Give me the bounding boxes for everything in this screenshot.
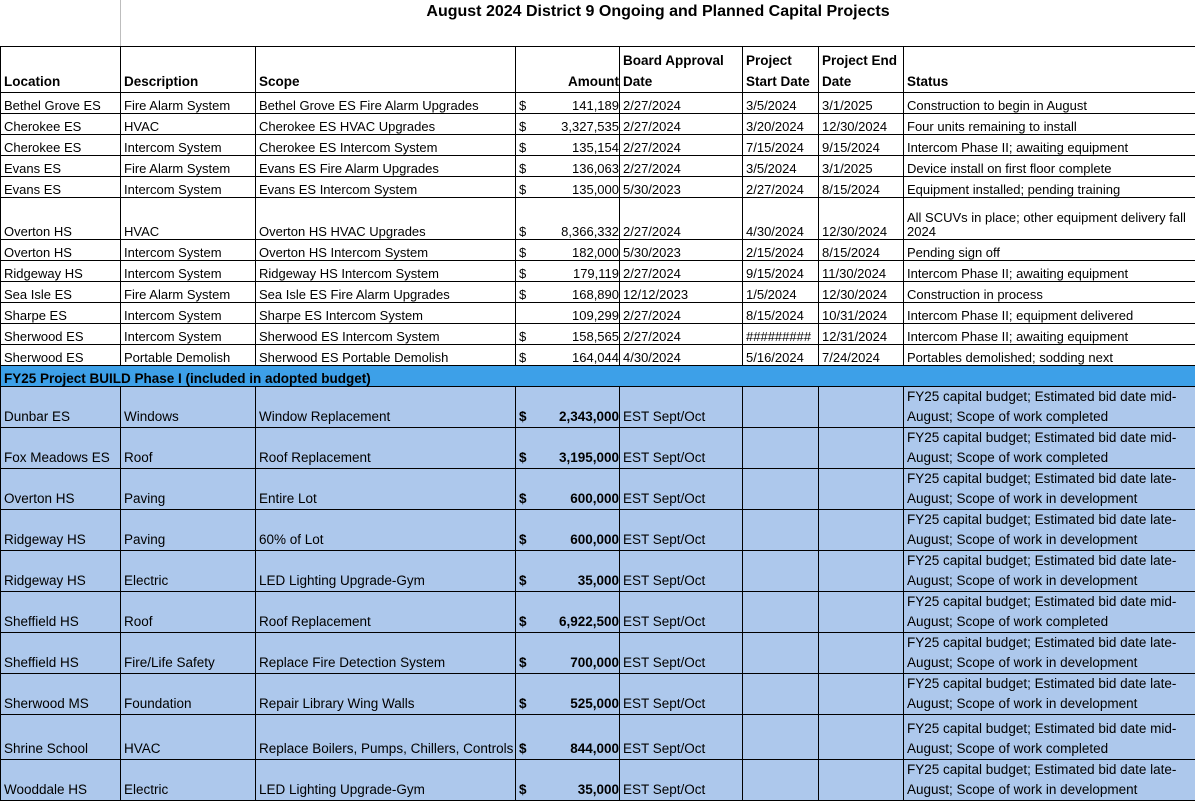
approval-date-cell: 2/27/2024 xyxy=(620,324,743,345)
header-end-date: Project End Date xyxy=(819,47,904,93)
approval-date-cell: EST Sept/Oct xyxy=(620,760,743,801)
start-date-cell xyxy=(743,551,819,592)
description-cell: Paving xyxy=(121,510,256,551)
dollar-cell: $ xyxy=(516,198,534,240)
approval-date-cell: 2/27/2024 xyxy=(620,114,743,135)
table-row xyxy=(1,428,1195,469)
dollar-cell: $ xyxy=(516,760,534,801)
table-row xyxy=(1,177,1195,198)
start-date-cell xyxy=(743,387,819,428)
start-date-cell: 5/16/2024 xyxy=(743,345,819,366)
dollar-cell: $ xyxy=(516,135,534,156)
description-cell: Electric xyxy=(121,760,256,801)
dollar-cell: $ xyxy=(516,261,534,282)
section-label: FY25 Project BUILD Phase I (included in adopted budget) xyxy=(1,366,1195,387)
description-cell: HVAC xyxy=(121,114,256,135)
table-row xyxy=(1,345,1195,366)
location-cell: Overton HS xyxy=(1,198,121,240)
status-cell: FY25 capital budget; Estimated bid date mid-August; Scope of work completed xyxy=(904,715,1195,760)
amount-cell: 179,119 xyxy=(534,261,620,282)
end-date-cell: 3/1/2025 xyxy=(819,93,904,114)
dollar-cell: $ xyxy=(516,93,534,114)
end-date-cell xyxy=(819,715,904,760)
dollar-cell: $ xyxy=(516,177,534,198)
description-cell: Intercom System xyxy=(121,303,256,324)
end-date-cell xyxy=(819,469,904,510)
start-date-cell: 3/20/2024 xyxy=(743,114,819,135)
amount-cell: 600,000 xyxy=(534,510,620,551)
location-cell: Sherwood ES xyxy=(1,345,121,366)
scope-cell: Bethel Grove ES Fire Alarm Upgrades xyxy=(256,93,516,114)
header-amount: Amount xyxy=(516,47,620,93)
scope-cell: Replace Boilers, Pumps, Chillers, Controls xyxy=(256,715,516,760)
approval-date-cell: 4/30/2024 xyxy=(620,345,743,366)
table-row xyxy=(1,198,1195,240)
end-date-cell xyxy=(819,592,904,633)
amount-cell: 136,063 xyxy=(534,156,620,177)
scope-cell: Cherokee ES HVAC Upgrades xyxy=(256,114,516,135)
description-cell: Intercom System xyxy=(121,240,256,261)
start-date-cell: 4/30/2024 xyxy=(743,198,819,240)
scope-cell: Sea Isle ES Fire Alarm Upgrades xyxy=(256,282,516,303)
start-date-cell xyxy=(743,428,819,469)
dollar-cell: $ xyxy=(516,469,534,510)
start-date-cell: 2/27/2024 xyxy=(743,177,819,198)
approval-date-cell: 5/30/2023 xyxy=(620,240,743,261)
dollar-cell: $ xyxy=(516,510,534,551)
approval-date-cell: 2/27/2024 xyxy=(620,156,743,177)
dollar-cell: $ xyxy=(516,674,534,715)
projects-table xyxy=(0,46,1195,801)
location-cell: Cherokee ES xyxy=(1,114,121,135)
scope-cell: Window Replacement xyxy=(256,387,516,428)
status-cell: Four units remaining to install xyxy=(904,114,1195,135)
location-cell: Ridgeway HS xyxy=(1,510,121,551)
status-cell: Intercom Phase II; awaiting equipment xyxy=(904,324,1195,345)
dollar-cell: $ xyxy=(516,114,534,135)
description-cell: Roof xyxy=(121,428,256,469)
description-cell: Fire Alarm System xyxy=(121,93,256,114)
table-row xyxy=(1,324,1195,345)
dollar-cell: $ xyxy=(516,324,534,345)
end-date-cell: 10/31/2024 xyxy=(819,303,904,324)
approval-date-cell: EST Sept/Oct xyxy=(620,428,743,469)
end-date-cell: 11/30/2024 xyxy=(819,261,904,282)
table-row xyxy=(1,93,1195,114)
start-date-cell: 3/5/2024 xyxy=(743,93,819,114)
scope-cell: Sherwood ES Portable Demolish xyxy=(256,345,516,366)
status-cell: FY25 capital budget; Estimated bid date late-August; Scope of work in development xyxy=(904,551,1195,592)
approval-date-cell: 2/27/2024 xyxy=(620,303,743,324)
end-date-cell: 12/30/2024 xyxy=(819,198,904,240)
status-cell: Construction in process xyxy=(904,282,1195,303)
start-date-cell: 7/15/2024 xyxy=(743,135,819,156)
description-cell: Portable Demolish xyxy=(121,345,256,366)
scope-cell: Overton HS Intercom System xyxy=(256,240,516,261)
table-row xyxy=(1,633,1195,674)
dollar-cell: $ xyxy=(516,428,534,469)
description-cell: Intercom System xyxy=(121,324,256,345)
table-row xyxy=(1,282,1195,303)
amount-cell: 8,366,332 xyxy=(534,198,620,240)
table-row xyxy=(1,156,1195,177)
scope-cell: LED Lighting Upgrade-Gym xyxy=(256,551,516,592)
description-cell: Paving xyxy=(121,469,256,510)
end-date-cell: 12/31/2024 xyxy=(819,324,904,345)
dollar-cell: $ xyxy=(516,633,534,674)
status-cell: FY25 capital budget; Estimated bid date mid-August; Scope of work completed xyxy=(904,428,1195,469)
start-date-cell xyxy=(743,592,819,633)
dollar-cell: $ xyxy=(516,551,534,592)
dollar-cell: $ xyxy=(516,592,534,633)
amount-cell: 525,000 xyxy=(534,674,620,715)
header-scope: Scope xyxy=(256,47,516,93)
scope-cell: 60% of Lot xyxy=(256,510,516,551)
dollar-cell: $ xyxy=(516,715,534,760)
location-cell: Ridgeway HS xyxy=(1,551,121,592)
scope-cell: Cherokee ES Intercom System xyxy=(256,135,516,156)
amount-cell: 168,890 xyxy=(534,282,620,303)
table-row xyxy=(1,387,1195,428)
scope-cell: Sharpe ES Intercom System xyxy=(256,303,516,324)
dollar-cell: $ xyxy=(516,156,534,177)
description-cell: Fire Alarm System xyxy=(121,282,256,303)
description-cell: Intercom System xyxy=(121,135,256,156)
location-cell: Sea Isle ES xyxy=(1,282,121,303)
amount-cell: 700,000 xyxy=(534,633,620,674)
header-board-approval: Board Approval Date xyxy=(620,47,743,93)
end-date-cell: 8/15/2024 xyxy=(819,240,904,261)
location-cell: Sharpe ES xyxy=(1,303,121,324)
start-date-cell xyxy=(743,715,819,760)
table-row xyxy=(1,674,1195,715)
end-date-cell: 8/15/2024 xyxy=(819,177,904,198)
approval-date-cell: EST Sept/Oct xyxy=(620,633,743,674)
status-cell: Intercom Phase II; awaiting equipment xyxy=(904,261,1195,282)
amount-cell: 600,000 xyxy=(534,469,620,510)
end-date-cell xyxy=(819,674,904,715)
status-cell: Construction to begin in August xyxy=(904,93,1195,114)
amount-cell: 844,000 xyxy=(534,715,620,760)
description-cell: Windows xyxy=(121,387,256,428)
end-date-cell: 3/1/2025 xyxy=(819,156,904,177)
end-date-cell xyxy=(819,510,904,551)
start-date-cell xyxy=(743,469,819,510)
status-cell: Equipment installed; pending training xyxy=(904,177,1195,198)
amount-cell: 164,044 xyxy=(534,345,620,366)
location-cell: Sheffield HS xyxy=(1,592,121,633)
start-date-cell: 3/5/2024 xyxy=(743,156,819,177)
header-location: Location xyxy=(1,47,121,93)
scope-cell: Ridgeway HS Intercom System xyxy=(256,261,516,282)
table-row xyxy=(1,551,1195,592)
status-cell: All SCUVs in place; other equipment delivery fall 2024 xyxy=(904,198,1195,240)
location-cell: Overton HS xyxy=(1,469,121,510)
description-cell: Fire/Life Safety xyxy=(121,633,256,674)
location-cell: Evans ES xyxy=(1,156,121,177)
table-row xyxy=(1,303,1195,324)
status-cell: FY25 capital budget; Estimated bid date late-August; Scope of work in development xyxy=(904,674,1195,715)
sheet-title: August 2024 District 9 Ongoing and Planned Capital Projects xyxy=(121,0,1195,46)
approval-date-cell: 2/27/2024 xyxy=(620,93,743,114)
description-cell: Foundation xyxy=(121,674,256,715)
end-date-cell: 12/30/2024 xyxy=(819,114,904,135)
amount-cell: 135,000 xyxy=(534,177,620,198)
amount-cell: 158,565 xyxy=(534,324,620,345)
table-row xyxy=(1,510,1195,551)
start-date-cell: 8/15/2024 xyxy=(743,303,819,324)
amount-cell: 135,154 xyxy=(534,135,620,156)
header-status: Status xyxy=(904,47,1195,93)
amount-cell: 6,922,500 xyxy=(534,592,620,633)
start-date-cell: 1/5/2024 xyxy=(743,282,819,303)
end-date-cell: 9/15/2024 xyxy=(819,135,904,156)
approval-date-cell: 12/12/2023 xyxy=(620,282,743,303)
end-date-cell: 12/30/2024 xyxy=(819,282,904,303)
amount-cell: 2,343,000 xyxy=(534,387,620,428)
amount-cell: 35,000 xyxy=(534,551,620,592)
description-cell: Electric xyxy=(121,551,256,592)
scope-cell: Replace Fire Detection System xyxy=(256,633,516,674)
header-row xyxy=(1,47,1195,93)
scope-cell: Roof Replacement xyxy=(256,428,516,469)
start-date-cell: 9/15/2024 xyxy=(743,261,819,282)
start-date-cell: ######### xyxy=(743,324,819,345)
description-cell: Intercom System xyxy=(121,261,256,282)
end-date-cell: 7/24/2024 xyxy=(819,345,904,366)
location-cell: Overton HS xyxy=(1,240,121,261)
table-row xyxy=(1,469,1195,510)
location-cell: Sherwood ES xyxy=(1,324,121,345)
table-row xyxy=(1,135,1195,156)
table-row xyxy=(1,240,1195,261)
amount-cell: 182,000 xyxy=(534,240,620,261)
description-cell: Fire Alarm System xyxy=(121,156,256,177)
approval-date-cell: EST Sept/Oct xyxy=(620,674,743,715)
description-cell: HVAC xyxy=(121,198,256,240)
approval-date-cell: 2/27/2024 xyxy=(620,261,743,282)
scope-cell: Evans ES Intercom System xyxy=(256,177,516,198)
end-date-cell xyxy=(819,551,904,592)
table-row xyxy=(1,715,1195,760)
scope-cell: Sherwood ES Intercom System xyxy=(256,324,516,345)
status-cell: Pending sign off xyxy=(904,240,1195,261)
status-cell: FY25 capital budget; Estimated bid date mid-August; Scope of work completed xyxy=(904,592,1195,633)
approval-date-cell: EST Sept/Oct xyxy=(620,592,743,633)
location-cell: Sherwood MS xyxy=(1,674,121,715)
status-cell: Device install on first floor complete xyxy=(904,156,1195,177)
header-description: Description xyxy=(121,47,256,93)
table-row xyxy=(1,114,1195,135)
location-cell: Ridgeway HS xyxy=(1,261,121,282)
table-row xyxy=(1,760,1195,801)
location-cell: Dunbar ES xyxy=(1,387,121,428)
dollar-cell: $ xyxy=(516,387,534,428)
approval-date-cell: EST Sept/Oct xyxy=(620,387,743,428)
approval-date-cell: EST Sept/Oct xyxy=(620,715,743,760)
location-cell: Cherokee ES xyxy=(1,135,121,156)
scope-cell: Entire Lot xyxy=(256,469,516,510)
status-cell: FY25 capital budget; Estimated bid date late-August; Scope of work in development xyxy=(904,469,1195,510)
status-cell: FY25 capital budget; Estimated bid date mid-August; Scope of work completed xyxy=(904,387,1195,428)
description-cell: Roof xyxy=(121,592,256,633)
status-cell: Intercom Phase II; equipment delivered xyxy=(904,303,1195,324)
section-row xyxy=(1,366,1195,387)
amount-cell: 141,189 xyxy=(534,93,620,114)
end-date-cell xyxy=(819,760,904,801)
status-cell: FY25 capital budget; Estimated bid date late-August; Scope of work in development xyxy=(904,510,1195,551)
status-cell: FY25 capital budget; Estimated bid date late-August; Scope of work in development xyxy=(904,760,1195,801)
status-cell: FY25 capital budget; Estimated bid date late-August; Scope of work in development xyxy=(904,633,1195,674)
approval-date-cell: 2/27/2024 xyxy=(620,135,743,156)
table-row xyxy=(1,592,1195,633)
location-cell: Wooddale HS xyxy=(1,760,121,801)
amount-cell: 35,000 xyxy=(534,760,620,801)
start-date-cell xyxy=(743,760,819,801)
end-date-cell xyxy=(819,428,904,469)
end-date-cell xyxy=(819,633,904,674)
location-cell: Sheffield HS xyxy=(1,633,121,674)
location-cell: Shrine School xyxy=(1,715,121,760)
start-date-cell xyxy=(743,674,819,715)
dollar-cell: $ xyxy=(516,345,534,366)
scope-cell: Roof Replacement xyxy=(256,592,516,633)
status-cell: Intercom Phase II; awaiting equipment xyxy=(904,135,1195,156)
end-date-cell xyxy=(819,387,904,428)
scope-cell: Overton HS HVAC Upgrades xyxy=(256,198,516,240)
approval-date-cell: EST Sept/Oct xyxy=(620,551,743,592)
description-cell: Intercom System xyxy=(121,177,256,198)
dollar-cell: $ xyxy=(516,282,534,303)
amount-cell: 3,195,000 xyxy=(534,428,620,469)
table-row xyxy=(1,261,1195,282)
location-cell: Bethel Grove ES xyxy=(1,93,121,114)
status-cell: Portables demolished; sodding next xyxy=(904,345,1195,366)
scope-cell: Evans ES Fire Alarm Upgrades xyxy=(256,156,516,177)
start-date-cell xyxy=(743,510,819,551)
scope-cell: Repair Library Wing Walls xyxy=(256,674,516,715)
amount-cell: 3,327,535 xyxy=(534,114,620,135)
header-start-date: Project Start Date xyxy=(743,47,819,93)
start-date-cell: 2/15/2024 xyxy=(743,240,819,261)
approval-date-cell: 5/30/2023 xyxy=(620,177,743,198)
approval-date-cell: EST Sept/Oct xyxy=(620,510,743,551)
location-cell: Fox Meadows ES xyxy=(1,428,121,469)
approval-date-cell: 2/27/2024 xyxy=(620,198,743,240)
start-date-cell xyxy=(743,633,819,674)
dollar-cell: $ xyxy=(516,240,534,261)
amount-cell: 109,299 xyxy=(534,303,620,324)
approval-date-cell: EST Sept/Oct xyxy=(620,469,743,510)
scope-cell: LED Lighting Upgrade-Gym xyxy=(256,760,516,801)
location-cell: Evans ES xyxy=(1,177,121,198)
dollar-cell xyxy=(516,303,534,324)
description-cell: HVAC xyxy=(121,715,256,760)
